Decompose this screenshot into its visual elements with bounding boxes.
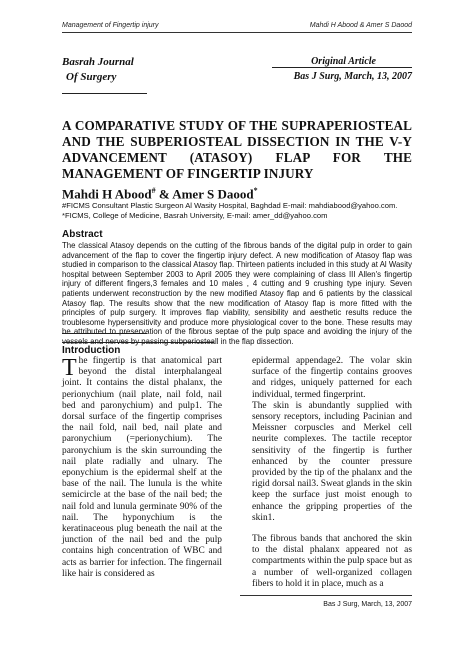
- author-separator: &: [155, 186, 173, 202]
- affiliation: #FICMS Consultant Plastic Surgeon Al Wasity Hospital, Baghdad E-mail: mahdiabood@yahoo.com.: [62, 201, 398, 210]
- author-name: Mahdi H Abood: [62, 186, 152, 202]
- journal-citation: Bas J Surg, March, 13, 2007: [293, 71, 412, 82]
- journal-name-line2: Of Surgery: [66, 71, 117, 83]
- running-header-right: Mahdi H Abood & Amer S Daood: [309, 22, 412, 29]
- drop-cap: T: [62, 355, 77, 381]
- abstract-divider: [62, 333, 147, 334]
- introduction-heading: Introduction: [62, 345, 121, 356]
- abstract-heading: Abstract: [62, 229, 103, 240]
- body-column-right: [252, 356, 412, 590]
- paragraph-text: he fingertip is that anatomical part beyond the distal interphalangeal joint. It contains the distal phalanx, the perionychium (nail plate, nail fold, nail bed and paronychium) and pulp1. The dorsal surface of the fingertip comprises the nail fold, nail bed, nail plate and paronychium (=perionychium). The paronychium is the skin surrounding the nail plate radially and ulnary. The eponychium is the epidermal shelf at the base of the nail. The lunula is the white semicircle at the base of the nail bed; the nail fold and lunula germinate 90% of the nail. The hyponychium is the keratinaceous plug beneath the nail at the junction of the nail bed and the pulp contains high concentration of WBC and acts as barrier for infection. The fingernail like hair is considered as: [62, 356, 222, 579]
- footer-divider: [240, 595, 412, 596]
- abstract-text: The classical Atasoy depends on the cutting of the fibrous bands of the digital pulp in order to gain advancement of the flap to cover the fingertip injury defect. A new modification of Atasoy flap was studied in comparison to the classical Atasoy flap. Thirteen patients included in this study at Al Wasity hospital between September 2003 to April 2005 they were complaining of class III Allen's fingertip injury of different fingers,3 females and 10 males , 4 cutting and 9 crushing type injury. Seven patients underwent reconstruction by the new modified Atasoy flap and 6 patients by the classical Atasoy flap. The results show that the new modification of Atasoy flap is more fitted with the principles of pulp surgery. It improves flap viability, sensibility and aesthetic results reduce the troublesome hypersensitivity and produce more physiological cover to the bone. These results may be attributed to preservation of the fibrous septae of the pulp space and avoiding the injury of the vessels and nerves by passing subperiosteall in the flap dissection.: [62, 241, 412, 346]
- author-name: Amer S Daood: [172, 186, 254, 202]
- article-title: A COMPARATIVE STUDY OF THE SUPRAPERIOSTEAL AND THE SUBPERIOSTEAL DISSECTION IN THE V-Y ADVANCEMENT (ATASOY) FLAP FOR THE MANAGEMENT OF FINGERTIP INJURY: [62, 118, 412, 181]
- affiliation: *FICMS, College of Medicine, Basrah University, E-mail: amer_dd@yahoo.com: [62, 211, 328, 220]
- author-line: [62, 186, 258, 202]
- body-paragraph: epidermal appendage2. The volar skin surface of the fingertip contains grooves and ridges, uniquely patterned for each individual, termed fingerprint.: [252, 356, 412, 400]
- running-header-left: Management of Fingertip injury: [62, 22, 159, 29]
- journal-divider: [62, 93, 147, 94]
- body-column-left: [62, 356, 222, 580]
- body-paragraph: The skin is abundantly supplied with sensory receptors, including Pacinian and Meissner corpuscles and Merkel cell neurite complexes. The tactile receptor sensitivity of the fingertip is further enhanced by the counter pressure provided by the tip of the phalanx and the rigid dorsal nail3. Sweat glands in the skin keep the surface just moist enough to enhance the gripping properties of the skin1.: [252, 400, 412, 523]
- body-paragraph: [62, 356, 222, 580]
- journal-name-line1: Basrah Journal: [62, 56, 134, 68]
- author-mark: *: [253, 186, 258, 195]
- article-type-divider: [272, 67, 412, 68]
- header-divider: [62, 32, 412, 33]
- author-mark: #: [151, 186, 156, 195]
- body-paragraph: The fibrous bands that anchored the skin to the distal phalanx appeared not as compartments within the pulp space but as a number of well-organized collagen fibers to hold it in place, much as a: [252, 534, 412, 589]
- article-type: Original Article: [311, 56, 376, 67]
- page-footer: Bas J Surg, March, 13, 2007: [323, 601, 412, 608]
- section-divider: [62, 342, 214, 343]
